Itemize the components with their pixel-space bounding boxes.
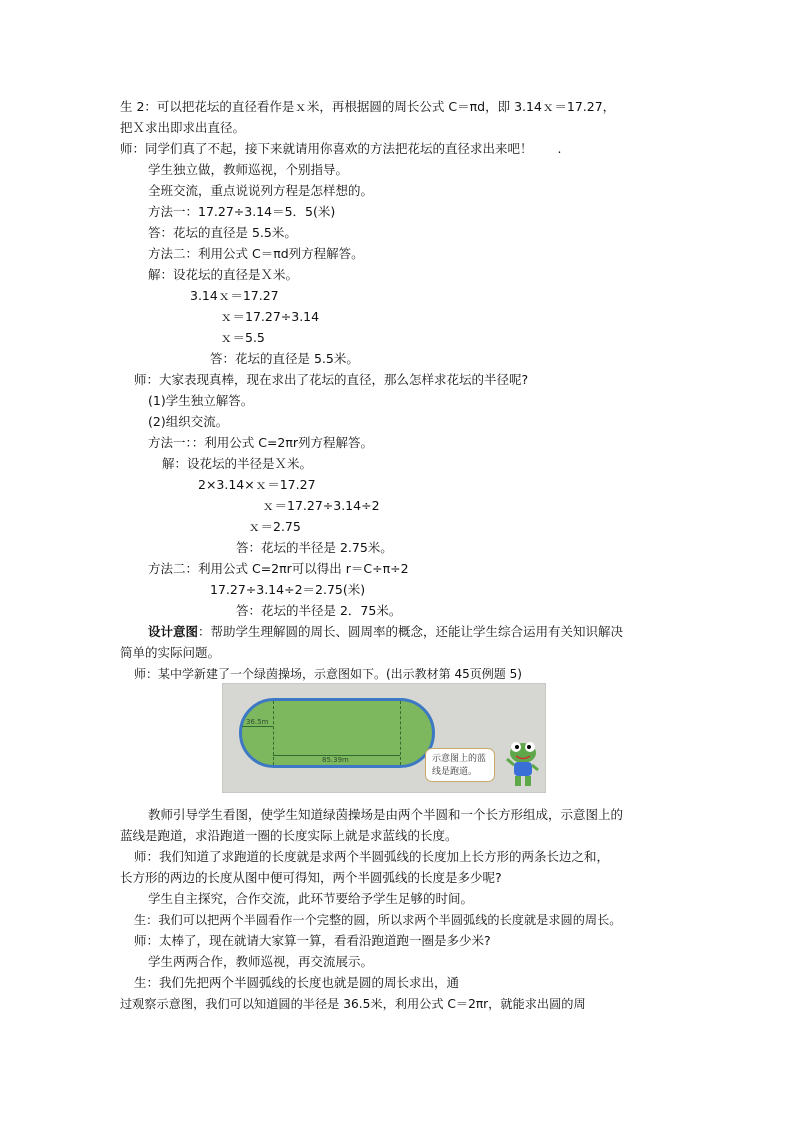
text-line: 过观察示意图，我们可以知道圆的半径是 36.5米，利用公式 C＝2πr，就能求出圆的周 bbox=[120, 997, 586, 1011]
equation-line: 2×3.14×ｘ＝17.27 bbox=[198, 477, 316, 492]
text-line: 方法一：：利用公式 C=2πr列方程解答。 bbox=[148, 435, 374, 450]
text-line: 教师引导学生看图，使学生知道绿茵操场是由两个半圆和一个长方形组成，示意图上的 bbox=[148, 807, 624, 822]
design-intent-line bbox=[148, 623, 623, 641]
frog-mascot-icon bbox=[505, 739, 541, 789]
text-line: 简单的实际问题。 bbox=[120, 645, 221, 660]
equation-line: ｘ＝17.27÷3.14 bbox=[220, 309, 320, 324]
text-line: 方法二：利用公式 C=2πr可以得出 r＝C÷π÷2 bbox=[148, 561, 409, 576]
text-line: (2)组织交流。 bbox=[148, 414, 229, 429]
text-line: 师：大家表现真棒，现在求出了花坛的直径，那么怎样求花坛的半径呢? bbox=[134, 372, 529, 387]
text-line: 蓝线是跑道，求沿跑道一圈的长度实际上就是求蓝线的长度。 bbox=[120, 828, 458, 843]
equation-line: 17.27÷3.14÷2＝2.75(米) bbox=[210, 582, 366, 597]
text-line: 生：我们先把两个半圆弧线的长度也就是圆的周长求出，通 bbox=[134, 975, 460, 990]
text-line: 答：花坛的直径是 5.5米。 bbox=[148, 225, 297, 240]
text-line: 解：设花坛的直径是Ｘ米。 bbox=[148, 267, 299, 282]
text-line: 师：某中学新建了一个绿茵操场，示意图如下。(出示教材第 45页例题 5) bbox=[134, 667, 522, 681]
text-line: 生：我们可以把两个半圆看作一个完整的圆，所以求两个半圆弧线的长度就是求圆的周长。 bbox=[134, 913, 622, 927]
text-line: 答：花坛的直径是 5.5米。 bbox=[210, 351, 359, 366]
text-line: 全班交流，重点说说列方程是怎样想的。 bbox=[148, 183, 374, 198]
text-line: 生 2：可以把花坛的直径看作是ｘ米，再根据圆的周长公式 C＝πd，即 3.14ｘ＝17.27， bbox=[120, 99, 616, 114]
text-line: 长方形的两边的长度从图中便可得知，两个半圆弧线的长度是多少呢? bbox=[120, 870, 502, 885]
text-line: 师：我们知道了求跑道的长度就是求两个半圆弧线的长度加上长方形的两条长边之和， bbox=[134, 849, 610, 864]
text-line: 师：同学们真了不起，接下来就请用你喜欢的方法把花坛的直径求出来吧！ . bbox=[120, 141, 562, 156]
equation-line: ｘ＝5.5 bbox=[220, 330, 265, 345]
length-label: 85.39m bbox=[322, 756, 349, 764]
equation-line: ｘ＝2.75 bbox=[248, 519, 301, 534]
speech-bubble: 示意图上的蓝 线是跑道。 bbox=[425, 748, 495, 782]
radius-label: 36.5m bbox=[246, 718, 269, 726]
design-intent-label: 设计意图 bbox=[148, 624, 199, 639]
text-line: 把Ｘ求出即求出直径。 bbox=[120, 120, 246, 135]
text-line: 答：花坛的半径是 2.75米。 bbox=[236, 540, 393, 555]
text-line: 师：太棒了，现在就请大家算一算，看看沿跑道跑一圈是多少米? bbox=[134, 933, 491, 948]
equation-line: ｘ＝17.27÷3.14÷2 bbox=[262, 498, 380, 513]
text-line: (1)学生独立解答。 bbox=[148, 393, 254, 408]
text-line: 学生两两合作，教师巡视，再交流展示。 bbox=[148, 954, 374, 969]
equation-line: 3.14ｘ＝17.27 bbox=[190, 288, 279, 303]
text-line: 方法一：17.27÷3.14＝5．5(米) bbox=[148, 204, 336, 219]
text-line: 学生自主探究，合作交流，此环节要给予学生足够的时间。 bbox=[148, 891, 474, 906]
running-track bbox=[239, 698, 435, 768]
text-line: 解：设花坛的半径是Ｘ米。 bbox=[162, 456, 313, 471]
field-diagram bbox=[222, 683, 546, 793]
design-intent-text: ：帮助学生理解圆的周长、圆周率的概念，还能让学生综合运用有关知识解决 bbox=[198, 624, 624, 639]
text-line: 答：花坛的半径是 2．75米。 bbox=[236, 603, 402, 618]
text-line: 方法二：利用公式 C＝πd列方程解答。 bbox=[148, 246, 364, 261]
text-line: 学生独立做，教师巡视，个别指导。 bbox=[148, 162, 349, 177]
